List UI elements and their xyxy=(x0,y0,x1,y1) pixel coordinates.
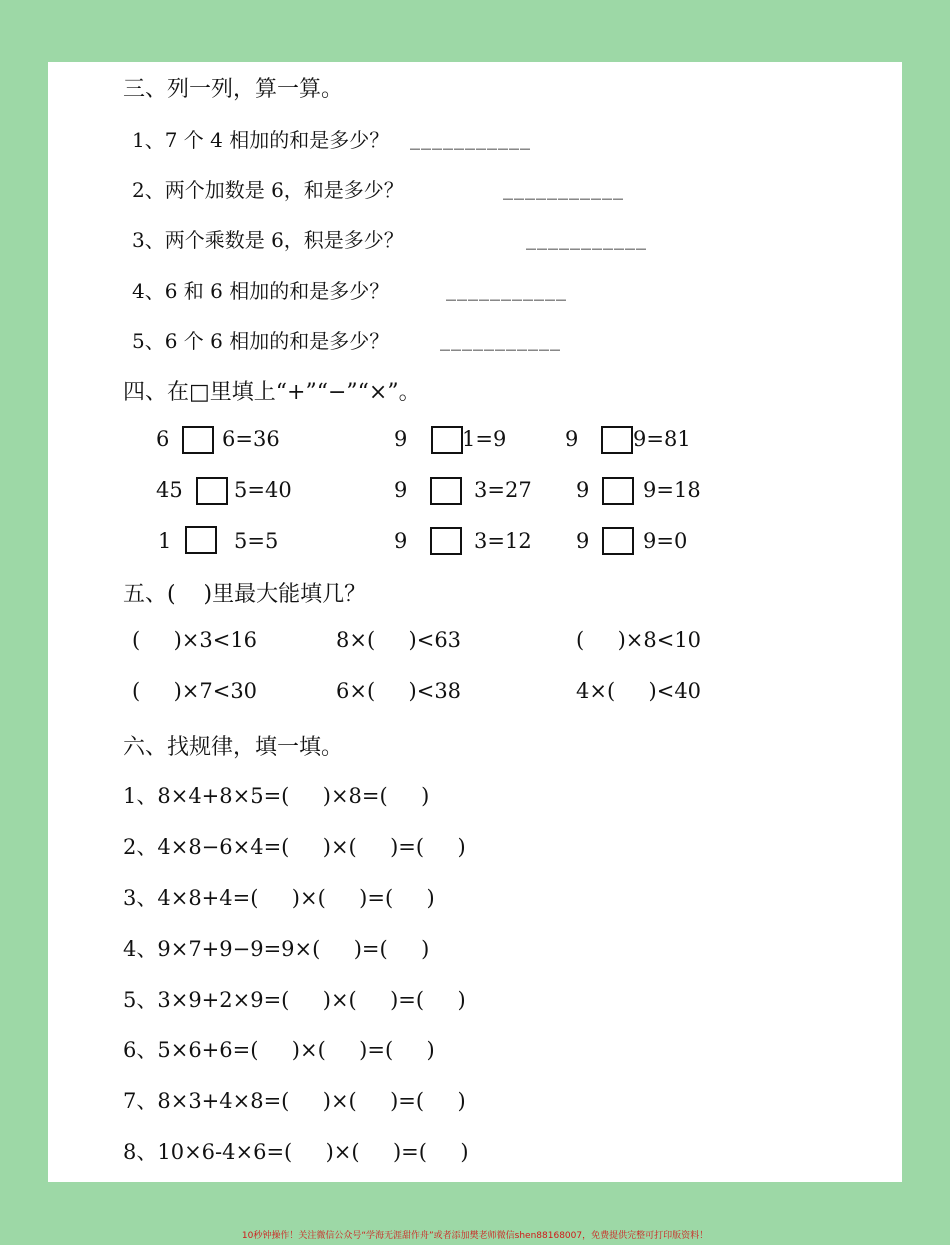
operator-box[interactable] xyxy=(430,527,462,555)
question-4: 4、6 和 6 相加的和是多少？ xyxy=(132,279,390,303)
operand-right: 3=27 xyxy=(474,478,532,502)
answer-blank-4[interactable]: ___________ xyxy=(446,277,567,301)
section-5-title: 五、( )里最大能填几？ xyxy=(123,582,367,607)
pattern-item-3[interactable]: 3、4×8+4=( )×( )=( ) xyxy=(123,886,435,910)
operand-left: 6 xyxy=(156,427,170,451)
operand-right: 3=12 xyxy=(474,529,532,553)
operand-left: 9 xyxy=(565,427,579,451)
footer-notice: 10秒钟操作！关注微信公众号“学海无涯甜作舟”或者添加樊老师微信shen88168007，免费提供完整可打印版资料！ xyxy=(241,1231,709,1241)
question-2: 2、两个加数是 6，和是多少？ xyxy=(132,178,404,202)
inequality[interactable]: ( )×3<16 xyxy=(132,628,258,652)
operand-right: 6=36 xyxy=(222,427,280,451)
operand-left: 1 xyxy=(158,529,172,553)
operator-box[interactable] xyxy=(431,426,463,454)
pattern-item-6[interactable]: 6、5×6+6=( )×( )=( ) xyxy=(123,1038,435,1062)
operand-right: 1=9 xyxy=(462,427,507,451)
inequality[interactable]: ( )×7<30 xyxy=(132,679,258,703)
operator-box[interactable] xyxy=(196,477,228,505)
operator-box[interactable] xyxy=(430,477,462,505)
answer-blank-3[interactable]: ___________ xyxy=(526,226,647,250)
operand-right: 5=40 xyxy=(234,478,292,502)
operand-right: 9=81 xyxy=(633,427,691,451)
section-4-title: 四、在□里填上“+”“−”“×”。 xyxy=(123,380,421,405)
operator-box[interactable] xyxy=(602,527,634,555)
inequality[interactable]: 6×( )<38 xyxy=(336,679,462,703)
operator-box[interactable] xyxy=(185,526,217,554)
pattern-item-4[interactable]: 4、9×7+9−9=9×( )=( ) xyxy=(123,937,430,961)
answer-blank-5[interactable]: ___________ xyxy=(440,327,561,351)
pattern-item-1[interactable]: 1、8×4+8×5=( )×8=( ) xyxy=(123,784,430,808)
question-5: 5、6 个 6 相加的和是多少？ xyxy=(132,329,390,353)
pattern-item-8[interactable]: 8、10×6-4×6=( )×( )=( ) xyxy=(123,1140,469,1164)
worksheet-page xyxy=(48,62,902,1182)
pattern-item-5[interactable]: 5、3×9+2×9=( )×( )=( ) xyxy=(123,988,466,1012)
pattern-item-7[interactable]: 7、8×3+4×8=( )×( )=( ) xyxy=(123,1089,466,1113)
operand-left: 9 xyxy=(394,478,408,502)
operator-box[interactable] xyxy=(182,426,214,454)
operand-left: 9 xyxy=(394,529,408,553)
operand-right: 9=0 xyxy=(643,529,688,553)
answer-blank-1[interactable]: ___________ xyxy=(410,126,531,150)
inequality[interactable]: 4×( )<40 xyxy=(576,679,702,703)
operand-right: 5=5 xyxy=(234,529,279,553)
operand-left: 9 xyxy=(394,427,408,451)
operand-right: 9=18 xyxy=(643,478,701,502)
question-3: 3、两个乘数是 6，积是多少？ xyxy=(132,228,404,252)
answer-blank-2[interactable]: ___________ xyxy=(503,176,624,200)
operator-box[interactable] xyxy=(602,477,634,505)
operand-left: 9 xyxy=(576,529,590,553)
operand-left: 45 xyxy=(156,478,183,502)
operand-left: 9 xyxy=(576,478,590,502)
question-1: 1、7 个 4 相加的和是多少？ xyxy=(132,128,390,152)
inequality[interactable]: 8×( )<63 xyxy=(336,628,462,652)
inequality[interactable]: ( )×8<10 xyxy=(576,628,702,652)
section-6-title: 六、找规律，填一填。 xyxy=(123,735,344,760)
section-3-title: 三、列一列，算一算。 xyxy=(123,77,344,102)
pattern-item-2[interactable]: 2、4×8−6×4=( )×( )=( ) xyxy=(123,835,466,859)
operator-box[interactable] xyxy=(601,426,633,454)
